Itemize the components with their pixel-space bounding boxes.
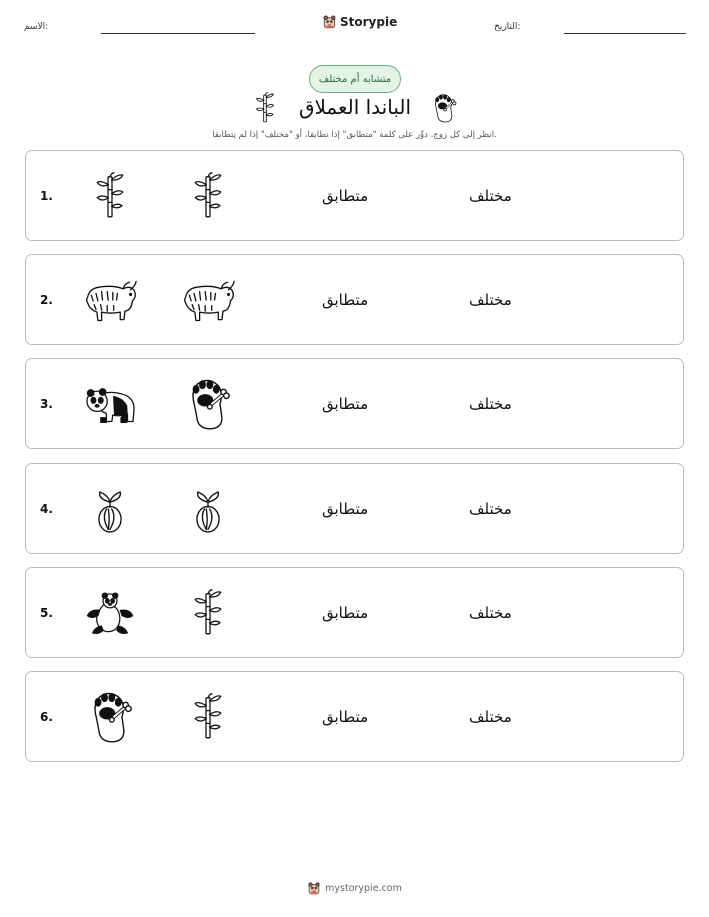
matching-row xyxy=(25,358,684,449)
picture-slot xyxy=(178,568,238,657)
same-option[interactable]: متطابق xyxy=(322,394,369,413)
row-number: 3. xyxy=(40,396,53,411)
yak-icon xyxy=(180,276,236,324)
different-option[interactable]: مختلف xyxy=(469,499,512,518)
picture-slot xyxy=(178,672,238,761)
footer-site: mystorypie.com xyxy=(325,882,402,894)
seed-sprout-icon xyxy=(93,483,127,535)
matching-row xyxy=(25,254,684,345)
bamboo-icon xyxy=(192,691,224,743)
worksheet-type-badge: متشابه أم مختلف xyxy=(309,65,401,93)
row-number: 6. xyxy=(40,709,53,724)
bamboo-icon xyxy=(94,170,126,222)
same-option[interactable]: متطابق xyxy=(322,499,369,518)
storypie-logo-icon xyxy=(322,14,337,29)
paw-bone-icon xyxy=(87,689,133,745)
row-number: 4. xyxy=(40,501,53,516)
matching-row xyxy=(25,671,684,762)
same-option[interactable]: متطابق xyxy=(322,290,369,309)
different-option[interactable]: مختلف xyxy=(469,394,512,413)
picture-slot xyxy=(80,255,140,344)
picture-slot xyxy=(178,151,238,240)
picture-slot xyxy=(178,464,238,553)
bamboo-icon xyxy=(192,170,224,222)
worksheet-title: الباندا العملاق xyxy=(298,95,412,119)
name-label: الاسم: xyxy=(24,22,49,32)
seed-sprout-icon xyxy=(191,483,225,535)
same-option[interactable]: متطابق xyxy=(322,707,369,726)
matching-row xyxy=(25,567,684,658)
different-option[interactable]: مختلف xyxy=(469,707,512,726)
brand-name: Storypie xyxy=(340,14,398,29)
picture-slot xyxy=(80,464,140,553)
matching-row xyxy=(25,150,684,241)
different-option[interactable]: مختلف xyxy=(469,186,512,205)
picture-slot xyxy=(80,151,140,240)
panda-walking-icon xyxy=(82,381,138,427)
picture-slot xyxy=(80,568,140,657)
panda-lying-icon xyxy=(84,590,136,636)
different-option[interactable]: مختلف xyxy=(469,603,512,622)
row-number: 2. xyxy=(40,292,53,307)
picture-slot xyxy=(178,359,238,448)
different-option[interactable]: مختلف xyxy=(469,290,512,309)
footer xyxy=(0,881,709,895)
brand-logo xyxy=(322,14,397,29)
same-option[interactable]: متطابق xyxy=(322,603,369,622)
picture-slot xyxy=(80,359,140,448)
bamboo-icon xyxy=(192,587,224,639)
picture-slot xyxy=(178,255,238,344)
paw-bone-icon xyxy=(185,376,231,432)
date-label: التاريخ: xyxy=(494,22,521,32)
row-number: 5. xyxy=(40,605,53,620)
same-option[interactable]: متطابق xyxy=(322,186,369,205)
bamboo-icon xyxy=(254,92,276,124)
row-number: 1. xyxy=(40,188,53,203)
storypie-logo-icon xyxy=(307,881,321,895)
date-field-line[interactable] xyxy=(564,33,686,34)
paw-bone-icon xyxy=(431,92,457,124)
name-field-line[interactable] xyxy=(101,33,255,34)
picture-slot xyxy=(80,672,140,761)
worksheet-instructions: انظر إلى كل زوج. دوِّر على كلمة "متطابق" إذا تطابقا، أو "مختلف" إذا لم يتطابقا. xyxy=(212,130,497,140)
yak-icon xyxy=(82,276,138,324)
matching-row xyxy=(25,463,684,554)
